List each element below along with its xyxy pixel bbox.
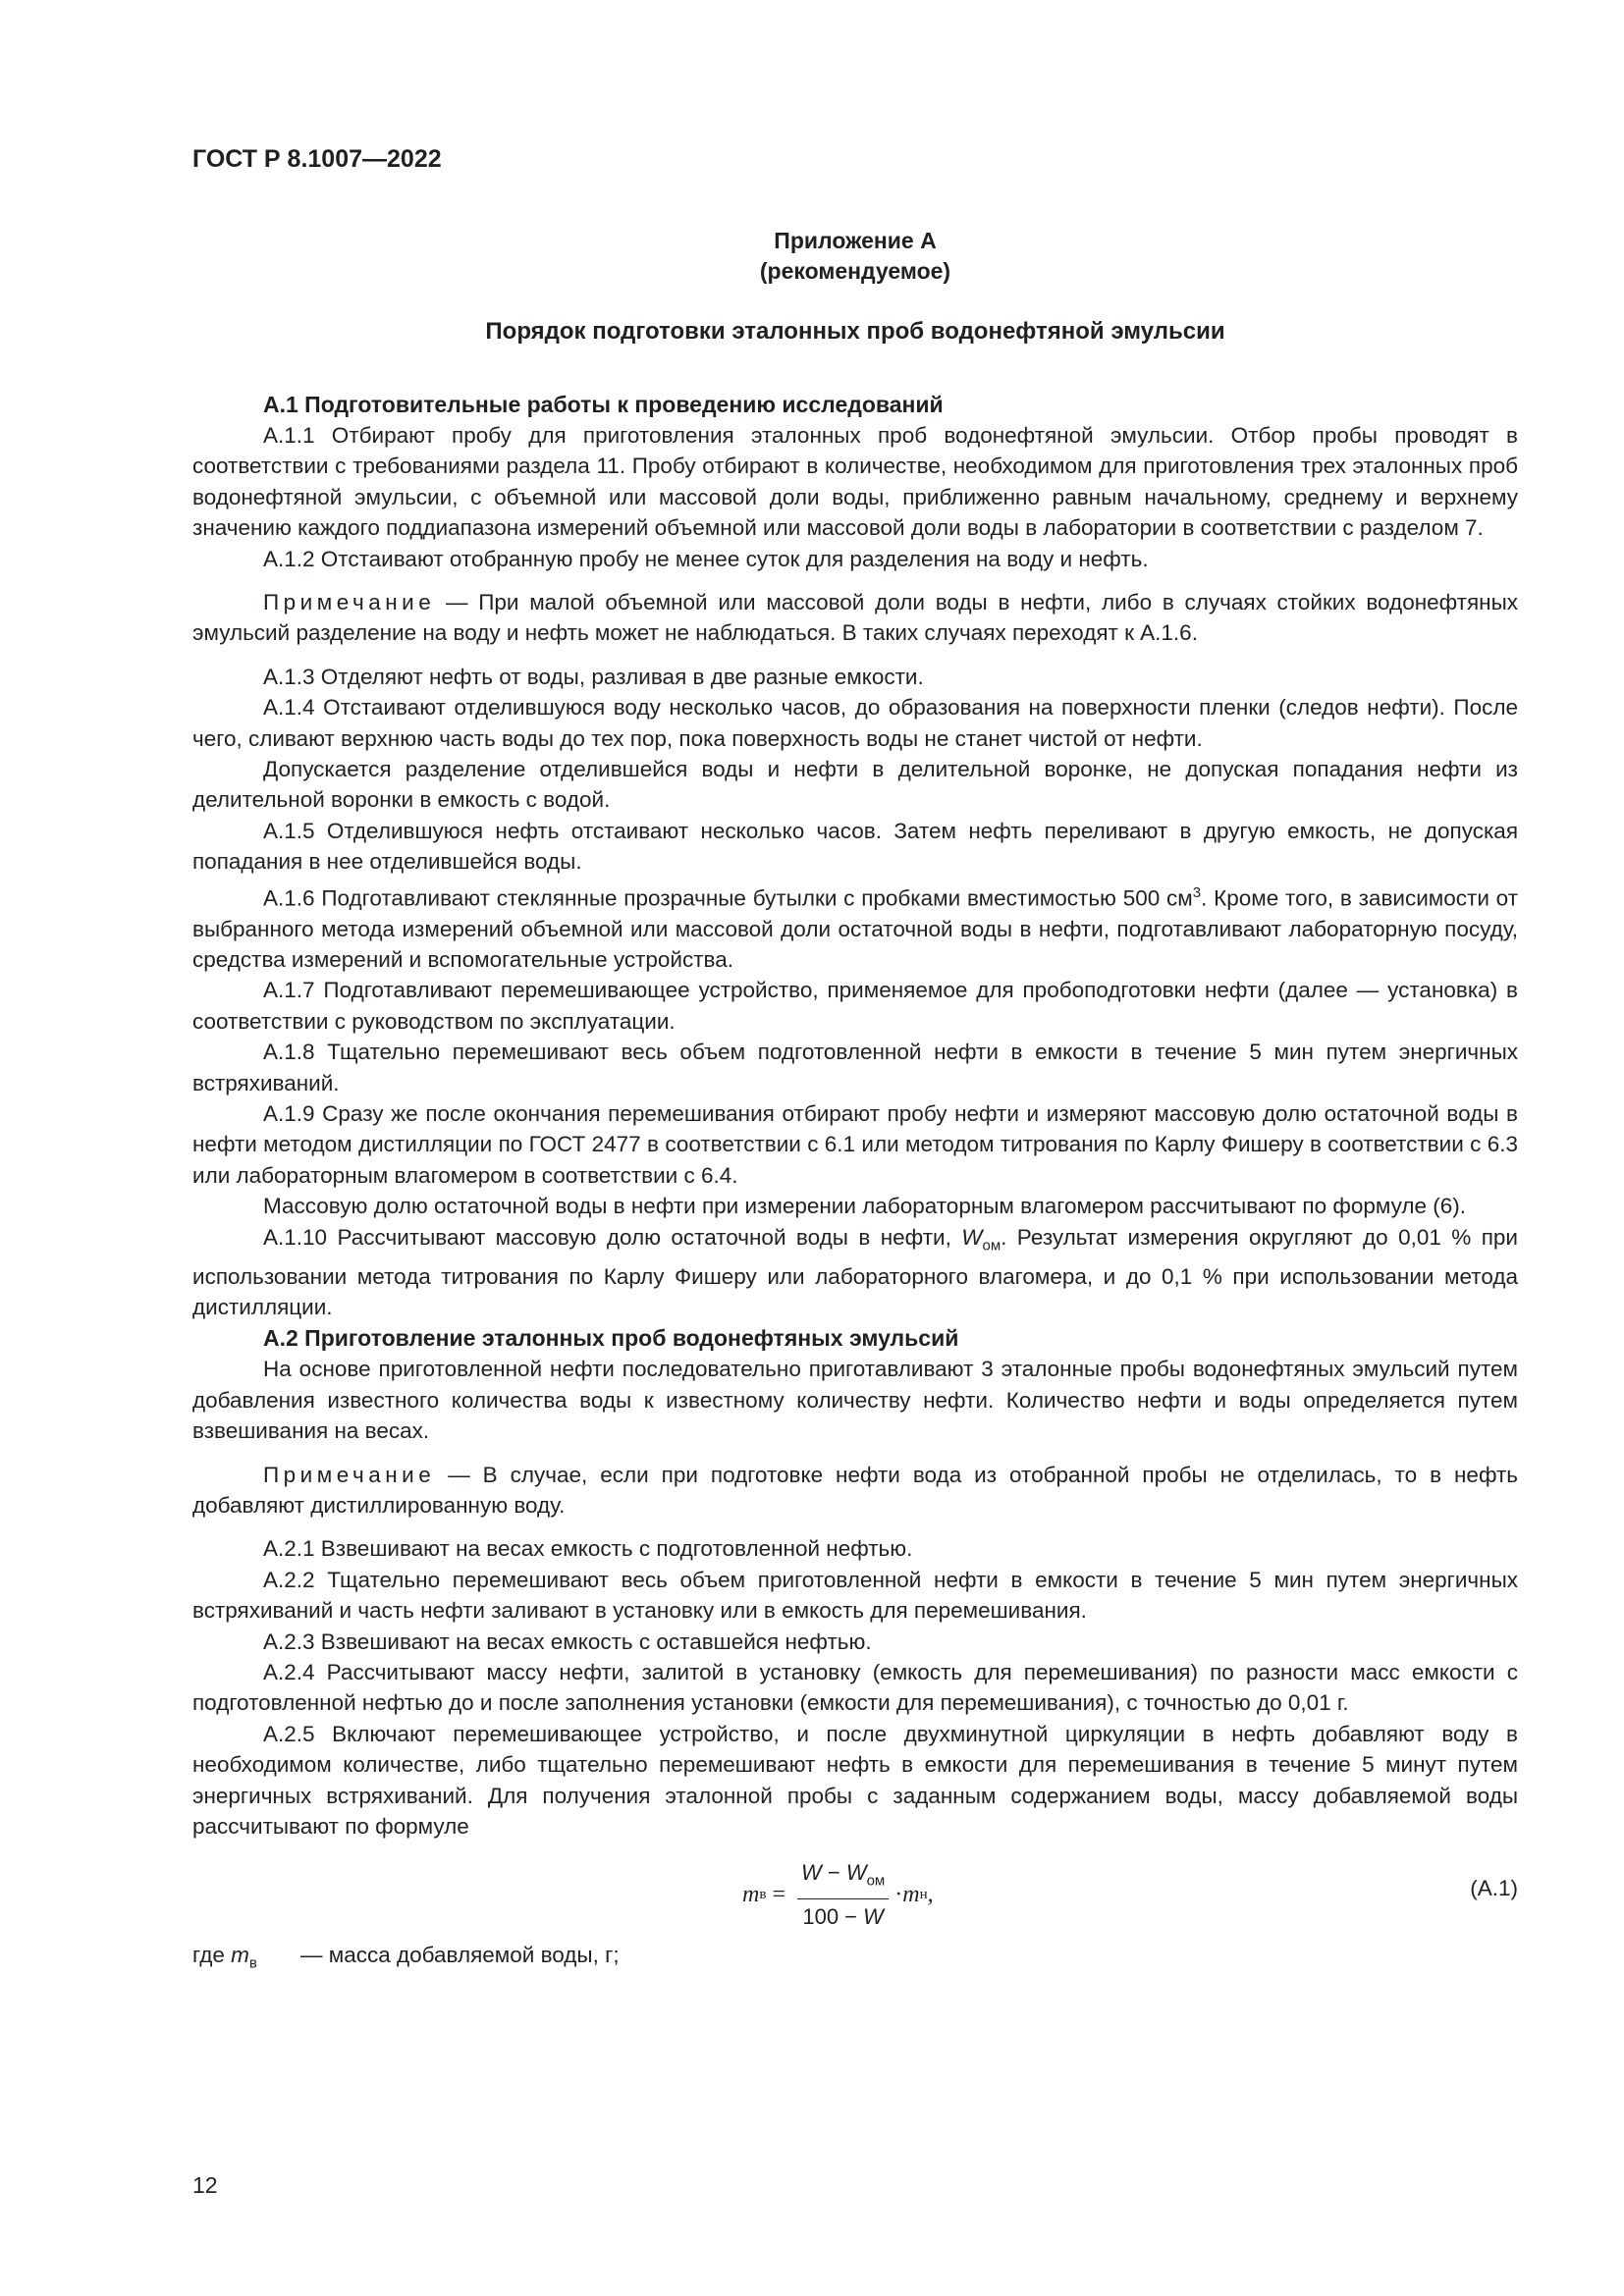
note-text: — При малой объемной или массовой доли воды в нефти, либо в случаях стойких водонефтяных эмульсий разделение на воду и нефть может не наблюдаться. В таких случаях переходят к А.1.6. [192, 590, 1518, 646]
section-a1-title: А.1 Подготовительные работы к проведению исследований [263, 392, 944, 417]
note-label: Примечание [263, 1462, 436, 1487]
paragraph-a1-5: А.1.5 Отделившуюся нефть отстаивают несколько часов. Затем нефть переливают в другую емкость, не допуская попадания в нее отделившейся воды. [192, 818, 1518, 875]
text-run: . Результат измерения округляют до 0,01 % при использовании метода титрования по Карлу Фишеру или лабораторного влагомера, и до 0,1 % при использовании метода дистилляции. [192, 1224, 1518, 1319]
op: − [821, 1860, 846, 1886]
paragraph-a2-3: А.2.3 Взвешивают на весах емкость с оставшейся нефтью. [263, 1629, 872, 1654]
note-label: Примечание [263, 590, 436, 615]
formula-rhs-sub: н [919, 1886, 928, 1902]
formula-a1 [192, 1853, 1518, 1932]
multiply-sign: · [894, 1881, 903, 1907]
paragraph-a1-8: А.1.8 Тщательно перемешивают весь объем подготовленной нефти в емкости в течение 5 мин путем энергичных встряхиваний. [192, 1040, 1518, 1095]
symbol-w: W [961, 1224, 983, 1250]
formula-rhs: m [902, 1881, 920, 1907]
appendix-title: Приложение А [774, 228, 937, 253]
fraction-denominator [798, 1899, 888, 1932]
equals-sign: = [772, 1881, 785, 1907]
note-a1 [192, 587, 1518, 649]
paragraph-a1-4-cont: Допускается разделение отделившейся воды и нефти в делительной воронке, не допуская попадания нефти из делительной воронки в емкость с водой. [192, 757, 1518, 813]
paragraph-a1-7: А.1.7 Подготавливают перемешивающее устройство, применяемое для пробоподготовки нефти (далее — установка) в соответствии с руководством по эксплуатации. [192, 978, 1518, 1034]
paragraph-a1-2: А.1.2 Отстаивают отобранную пробу не менее суток для разделения на воду и нефть. [263, 546, 1149, 571]
section-a2-title: А.2 Приготовление эталонных проб водонефтяных эмульсий [263, 1325, 959, 1352]
paragraph-a2-4: А.2.4 Рассчитывают массу нефти, залитой в установку (емкость для перемешивания) по разности масс емкости с подготовленной нефтью до и после заполнения установки (емкости для перемешивания), с точностью до 0,01 г. [192, 1660, 1518, 1716]
note-a2 [192, 1460, 1518, 1522]
formula-lhs-sub: в [759, 1886, 767, 1902]
sym: W [863, 1904, 884, 1930]
sub: ом [866, 1872, 886, 1890]
paragraph-a2-1: А.2.1 Взвешивают на весах емкость с подготовленной нефтью. [263, 1536, 913, 1562]
paragraph-a1-3: А.1.3 Отделяют нефть от воды, разливая в две разные емкости. [263, 664, 924, 689]
paragraph-a2-2: А.2.2 Тщательно перемешивают весь объем приготовленной нефти в емкости в течение 5 мин путем энергичных встряхиваний и часть нефти заливают в установку или в емкость для перемешивания. [192, 1567, 1518, 1624]
fraction [797, 1857, 889, 1932]
fraction-numerator [797, 1857, 889, 1899]
paragraph-a1-10 [192, 1222, 1518, 1323]
paragraph-a1-9: А.1.9 Сразу же после окончания перемешивания отбирают пробу нефти и измеряют массовую долю остаточной воды в нефти методом дистилляции по ГОСТ 2477 в соответствии с 6.1 или методом титрования по Карлу Фишеру в соответствии с 6.3 или лабораторным влагомером в соответствии с 6.4. [192, 1101, 1518, 1188]
page-number: 12 [192, 2172, 218, 2198]
sym: m [231, 1943, 249, 1968]
paragraph-a1-4: А.1.4 Отстаивают отделившуюся воду несколько часов, до образования на поверхности пленки (следов нефти). После чего, сливают верхнюю часть воды до тех пор, пока поверхность воды не станет чистой от нефти. [192, 695, 1518, 751]
paragraph-a2-intro: На основе приготовленной нефти последовательно приготавливают 3 эталонные пробы водонефтяных эмульсий путем добавления известного количества воды к известному количеству нефти. Количество нефти и воды определяется путем взвешивания на весах. [192, 1357, 1518, 1444]
den-text: 100 − [802, 1904, 864, 1930]
formula-expression [742, 1857, 934, 1932]
standard-designation: ГОСТ Р 8.1007—2022 [192, 145, 442, 173]
sym: W [800, 1860, 822, 1886]
appendix-heading: Порядок подготовки эталонных проб водонефтяной эмульсии [485, 318, 1225, 345]
text-run: А.1.10 Рассчитывают массовую долю остаточной воды в нефти, [263, 1224, 962, 1250]
paragraph-a1-6 [192, 878, 1518, 976]
where-symbol [192, 1940, 300, 1979]
paragraph-a2-5: А.2.5 Включают перемешивающее устройство, и после двухминутной циркуляции в нефть добавляют воду в необходимом количестве, либо тщательно перемешивают нефть в емкости для перемешивания в течение 5 минут путем энергичных встряхиваний. Для получения эталонной пробы с заданным содержанием воды, массу добавляемой воды рассчитывают по формуле [192, 1721, 1518, 1840]
paragraph-a1-1: А.1.1 Отбирают пробу для приготовления эталонных проб водонефтяной эмульсии. Отбор пробы проводят в соответствии с требованиями раздела 11. Пробу отбирают в количестве, необходимом для приготовления трех эталонных проб водонефтяной эмульсии, с объемной или массовой доли воды, приближенно равным начальному, среднему и верхнему значению каждого поддиапазона измерений объемной или массовой доли воды в лаборатории в соответствии с разделом 7. [192, 423, 1518, 541]
sym: W [845, 1860, 867, 1886]
paragraph-a1-9-cont: Массовую долю остаточной воды в нефти при измерении лабораторным влагомером рассчитывают по формуле (6). [263, 1194, 1466, 1219]
equation-number: (А.1) [1470, 1876, 1518, 1901]
where-definition: — масса добавляемой воды, г; [300, 1943, 620, 1968]
where-clause [192, 1940, 1518, 1979]
comma: , [927, 1881, 934, 1907]
subscript: ом [982, 1237, 1001, 1255]
superscript: 3 [1192, 883, 1202, 901]
note-text: — В случае, если при подготовке нефти вода из отобранной пробы не отделилась, то в нефть добавляют дистиллированную воду. [192, 1462, 1518, 1518]
appendix-status: (рекомендуемое) [759, 258, 951, 284]
text-run: . Кроме того, в зависимости от выбранного метода измерений объемной или массовой доли остаточной воды в нефти, подготавливают лабораторную посуду, средства измерений и вспомогательные устройства. [192, 885, 1519, 972]
document-body [192, 389, 1518, 1979]
where-prefix: где [192, 1943, 232, 1968]
formula-lhs: m [742, 1881, 760, 1907]
text-run: А.1.6 Подготавливают стеклянные прозрачные бутылки с пробками вместимостью 500 см [263, 885, 1193, 911]
sub: в [248, 1954, 257, 1972]
